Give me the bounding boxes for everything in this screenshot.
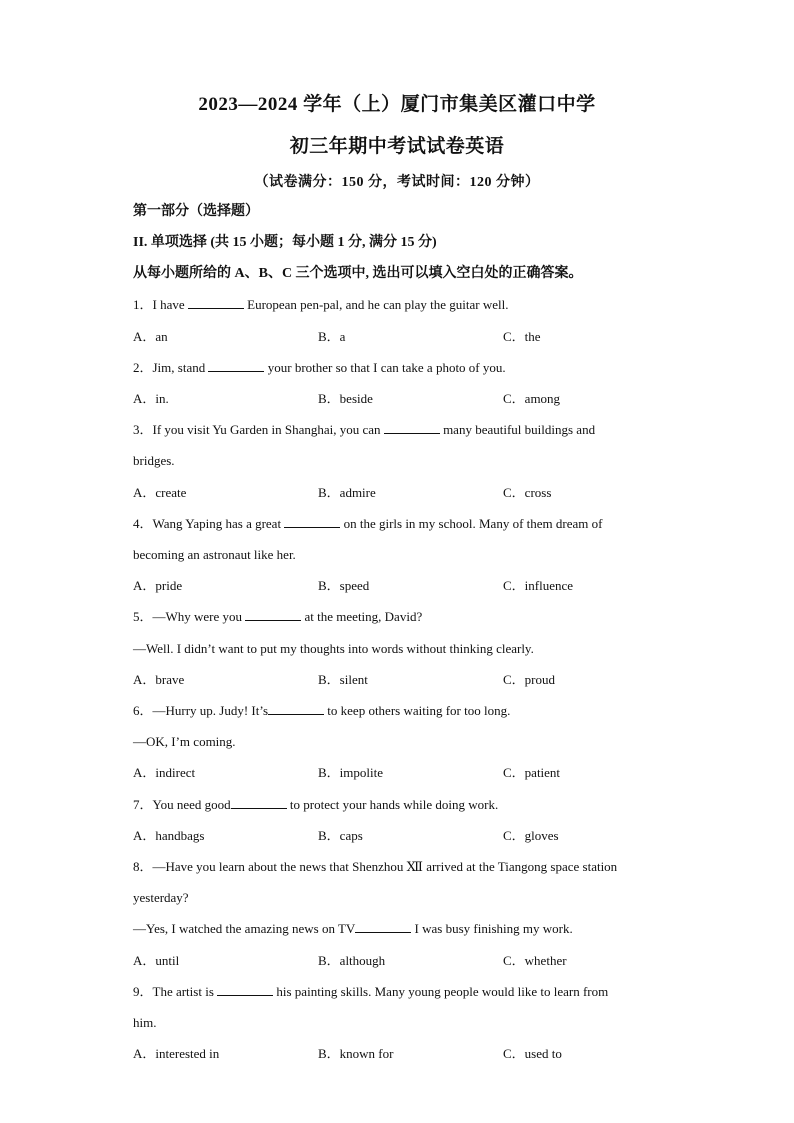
question-5: 5．—Why were you at the meeting, David? bbox=[133, 609, 423, 624]
question-7: 7．You need good to protect your hands while doing work. bbox=[133, 797, 499, 812]
q9-option-c: C．used to bbox=[503, 1046, 562, 1061]
q9-option-a: A．interested in bbox=[133, 1046, 220, 1061]
question-9: 9．The artist is his painting skills. Many young people would like to learn from bbox=[133, 984, 609, 999]
section-instruction: 从每小题所给的 A、B、C 三个选项中, 选出可以填入空白处的正确答案。 bbox=[133, 266, 583, 281]
q3-option-c: C．cross bbox=[503, 485, 552, 500]
answer-blank bbox=[208, 359, 264, 372]
section-heading: II. 单项选择 (共 15 小题；每小题 1 分, 满分 15 分) bbox=[133, 235, 437, 250]
answer-blank bbox=[188, 296, 244, 309]
q1-option-a: A．an bbox=[133, 329, 168, 344]
exam-title-school: 2023—2024 学年（上）厦门市集美区灌口中学 bbox=[198, 94, 596, 115]
q7-option-b: B．caps bbox=[318, 828, 363, 843]
q2-option-a: A．in. bbox=[133, 391, 169, 406]
q6-option-a: A．indirect bbox=[133, 765, 196, 780]
question-5-continued: —Well. I didn’t want to put my thoughts into words without thinking clearly. bbox=[133, 641, 534, 656]
q4-option-c: C．influence bbox=[503, 578, 574, 593]
q3-option-a: A．create bbox=[133, 485, 187, 500]
question-9-continued: him. bbox=[133, 1015, 157, 1030]
question-1: 1．I have European pen-pal, and he can play the guitar well. bbox=[133, 297, 509, 312]
q6-option-b: B．impolite bbox=[318, 765, 384, 780]
q9-option-b: B．known for bbox=[318, 1046, 394, 1061]
question-8: 8．—Have you learn about the news that Shenzhou Ⅻ arrived at the Tiangong space station bbox=[133, 859, 618, 874]
answer-blank bbox=[245, 608, 301, 621]
answer-blank bbox=[384, 421, 440, 434]
q7-option-a: A．handbags bbox=[133, 828, 205, 843]
q7-option-c: C．gloves bbox=[503, 828, 559, 843]
q1-option-c: C．the bbox=[503, 329, 541, 344]
q6-option-c: C．patient bbox=[503, 765, 561, 780]
part-heading: 第一部分（选择题） bbox=[133, 204, 259, 219]
question-3: 3．If you visit Yu Garden in Shanghai, you can many beautiful buildings and bbox=[133, 422, 596, 437]
question-2: 2．Jim, stand your brother so that I can take a photo of you. bbox=[133, 360, 506, 375]
q4-option-b: B．speed bbox=[318, 578, 370, 593]
answer-blank bbox=[355, 920, 411, 933]
q5-option-b: B．silent bbox=[318, 672, 368, 687]
question-4-continued: becoming an astronaut like her. bbox=[133, 547, 296, 562]
q2-option-b: B．beside bbox=[318, 391, 373, 406]
answer-blank bbox=[268, 702, 324, 715]
exam-score-time: （试卷满分：150 分，考试时间：120 分钟） bbox=[254, 175, 540, 190]
question-6: 6．—Hurry up. Judy! It’s to keep others waiting for too long. bbox=[133, 703, 511, 718]
q4-option-a: A．pride bbox=[133, 578, 183, 593]
q8-option-b: B．although bbox=[318, 953, 386, 968]
q8-option-a: A．until bbox=[133, 953, 180, 968]
exam-title-subject: 初三年期中考试试卷英语 bbox=[289, 136, 505, 157]
question-8-reply: —Yes, I watched the amazing news on TV I was busy finishing my work. bbox=[133, 921, 573, 936]
question-3-continued: bridges. bbox=[133, 453, 175, 468]
question-4: 4．Wang Yaping has a great on the girls in my school. Many of them dream of bbox=[133, 516, 603, 531]
question-8-continued: yesterday? bbox=[133, 890, 189, 905]
answer-blank bbox=[284, 515, 340, 528]
q2-option-c: C．among bbox=[503, 391, 561, 406]
q1-option-b: B．a bbox=[318, 329, 346, 344]
q5-option-c: C．proud bbox=[503, 672, 556, 687]
answer-blank bbox=[231, 796, 287, 809]
q3-option-b: B．admire bbox=[318, 485, 376, 500]
answer-blank bbox=[217, 983, 273, 996]
question-6-continued: —OK, I’m coming. bbox=[133, 734, 236, 749]
q8-option-c: C．whether bbox=[503, 953, 567, 968]
q5-option-a: A．brave bbox=[133, 672, 185, 687]
